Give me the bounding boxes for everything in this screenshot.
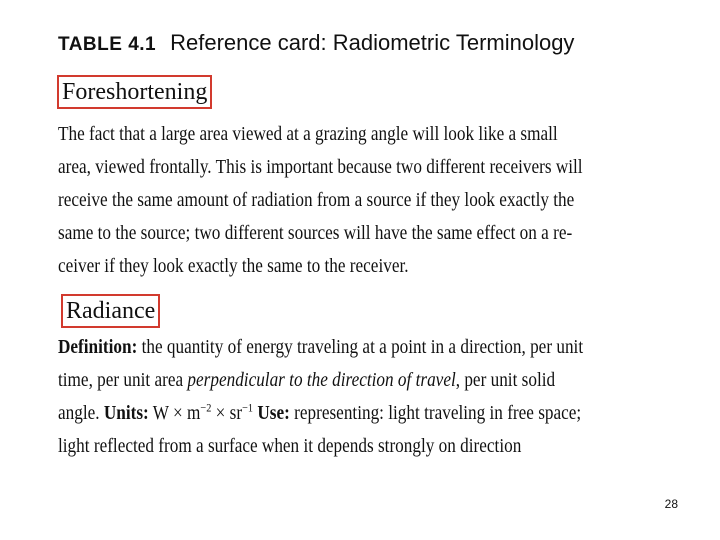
page-number: 28 [664,497,678,511]
definition-text-italic: perpendicular to the direction of travel [187,369,456,391]
units-m-exponent: −2 [200,400,212,415]
foreshortening-line-3: receive the same amount of radiation from a source if they look exactly the [58,189,575,211]
units-sr: × sr [211,402,243,424]
radiance-line-1 [58,331,583,364]
foreshortening-description [58,118,583,283]
foreshortening-line-2: area, viewed frontally. This is important because two different receivers will [58,156,583,178]
use-label: Use: [253,402,290,424]
table-title: Reference card: Radiometric Terminology [170,30,575,55]
units-label: Units: [103,402,149,424]
definition-text-1: the quantity of energy traveling at a point in a direction, per unit [137,336,584,358]
foreshortening-line-4: same to the source; two different sources will have the same effect on a re- [58,222,573,244]
units-w: W × m [148,402,201,424]
foreshortening-line-5: ceiver if they look exactly the same to the receiver. [58,255,409,277]
definition-text-2b: , per unit solid [455,369,556,391]
radiance-line-3 [58,397,583,430]
term-foreshortening: Foreshortening [57,75,212,109]
use-text-1: representing: light traveling in free space; [289,402,582,424]
radiance-line-2 [58,364,583,397]
definition-label: Definition: [58,336,138,358]
table-number: TABLE 4.1 [58,34,157,55]
table-header [58,30,574,56]
radiance-description [58,331,583,463]
definition-text-2a: time, per unit area [58,369,188,391]
radiance-line-4: light reflected from a surface when it depends strongly on direction [58,435,522,457]
term-radiance: Radiance [61,294,160,328]
foreshortening-line-1: The fact that a large area viewed at a grazing angle will look like a small [58,123,558,145]
units-sr-exponent: −1 [242,400,254,415]
definition-text-3a: angle. [58,402,104,424]
